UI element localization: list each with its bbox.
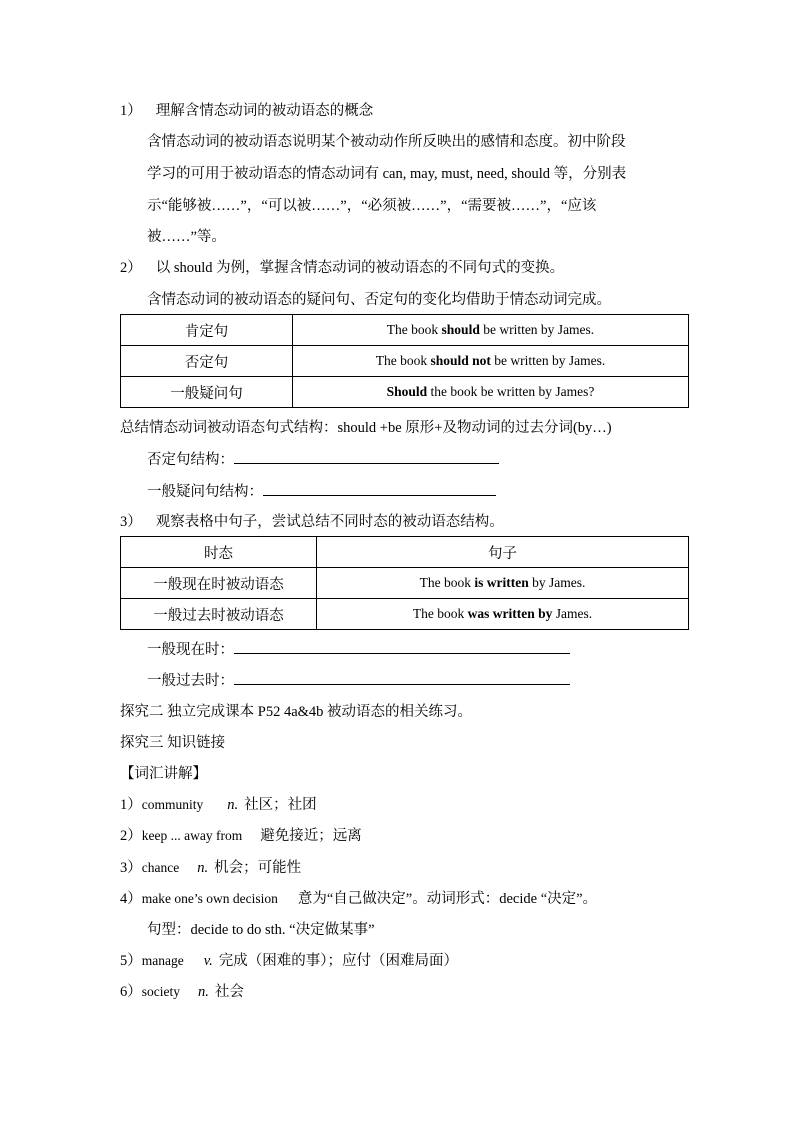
section-2-intro: 含情态动词的被动语态的疑问句、否定句的变化均借助于情态动词完成。 — [147, 292, 611, 308]
table-cell-label: 一般疑问句 — [121, 377, 293, 408]
table-cell-label: 一般过去时被动语态 — [121, 599, 317, 630]
explore-2: 探究二 独立完成课本 P52 4a&4b 被动语态的相关练习。 — [120, 704, 473, 720]
table-row — [121, 377, 689, 408]
vocab-item: 1）community n. 社区；社团 — [120, 797, 317, 813]
vocab-item: 2）keep ... away from 避免接近；远离 — [120, 828, 362, 844]
explore-3: 探究三 知识链接 — [120, 735, 226, 751]
vocab-item: 5）manage v. 完成（困难的事）；应付（困难局面） — [120, 953, 458, 969]
section-1-heading: 1） 理解含情态动词的被动语态的概念 — [120, 103, 374, 119]
table-row — [121, 346, 689, 377]
present-tense-line: 一般现在时： — [147, 639, 570, 660]
table-cell-sentence: The book should be written by James. — [293, 315, 689, 346]
para-line: 含情态动词的被动语态说明某个被动动作所反映出的感情和态度。初中阶段 — [147, 134, 626, 150]
question-structure-line: 一般疑问句结构： — [147, 481, 496, 502]
neg-structure-blank[interactable] — [234, 449, 499, 464]
para-line: 学习的可用于被动语态的情态动词有 can, may, must, need, should 等，分别表 — [147, 166, 627, 182]
structure-summary: 总结情态动词被动语态句式结构：should +be 原形+及物动词的过去分词(by…) — [120, 420, 612, 436]
table-cell-sentence: The book was written by James. — [317, 599, 689, 630]
vocab-item: 4）make one’s own decision 意为“自己做决定”。动词形式：decide “决定”。 — [120, 891, 598, 907]
table-cell-sentence: The book is written by James. — [317, 568, 689, 599]
question-structure-blank[interactable] — [263, 481, 496, 496]
sentence-pattern: 句型：decide to do sth. “决定做某事” — [147, 922, 375, 938]
past-tense-line: 一般过去时： — [147, 670, 570, 691]
tense-table — [120, 536, 689, 630]
para-line: 示“能够被……”，“可以被……”，“必须被……”，“需要被……”，“应该 — [147, 198, 597, 214]
vocab-heading: 【词汇讲解】 — [120, 766, 207, 782]
vocab-item: 6）society n. 社会 — [120, 984, 244, 1000]
table-header-cell: 句子 — [317, 537, 689, 568]
table-row — [121, 599, 689, 630]
para-line: 被……”等。 — [147, 229, 226, 245]
table-cell-sentence: The book should not be written by James. — [293, 346, 689, 377]
should-table — [120, 314, 689, 408]
table-row — [121, 315, 689, 346]
table-cell-label: 一般现在时被动语态 — [121, 568, 317, 599]
table-cell-sentence: Should the book be written by James? — [293, 377, 689, 408]
neg-structure-line: 否定句结构： — [147, 449, 499, 470]
section-2-heading: 2） 以 should 为例，掌握含情态动词的被动语态的不同句式的变换。 — [120, 260, 565, 276]
past-tense-blank[interactable] — [234, 670, 570, 685]
present-tense-blank[interactable] — [234, 639, 570, 654]
table-header-row — [121, 537, 689, 568]
vocab-item: 3）chance n. 机会；可能性 — [120, 860, 302, 876]
table-cell-label: 否定句 — [121, 346, 293, 377]
table-cell-label: 肯定句 — [121, 315, 293, 346]
section-3-heading: 3） 观察表格中句子，尝试总结不同时态的被动语态结构。 — [120, 514, 504, 530]
table-header-cell: 时态 — [121, 537, 317, 568]
table-row — [121, 568, 689, 599]
